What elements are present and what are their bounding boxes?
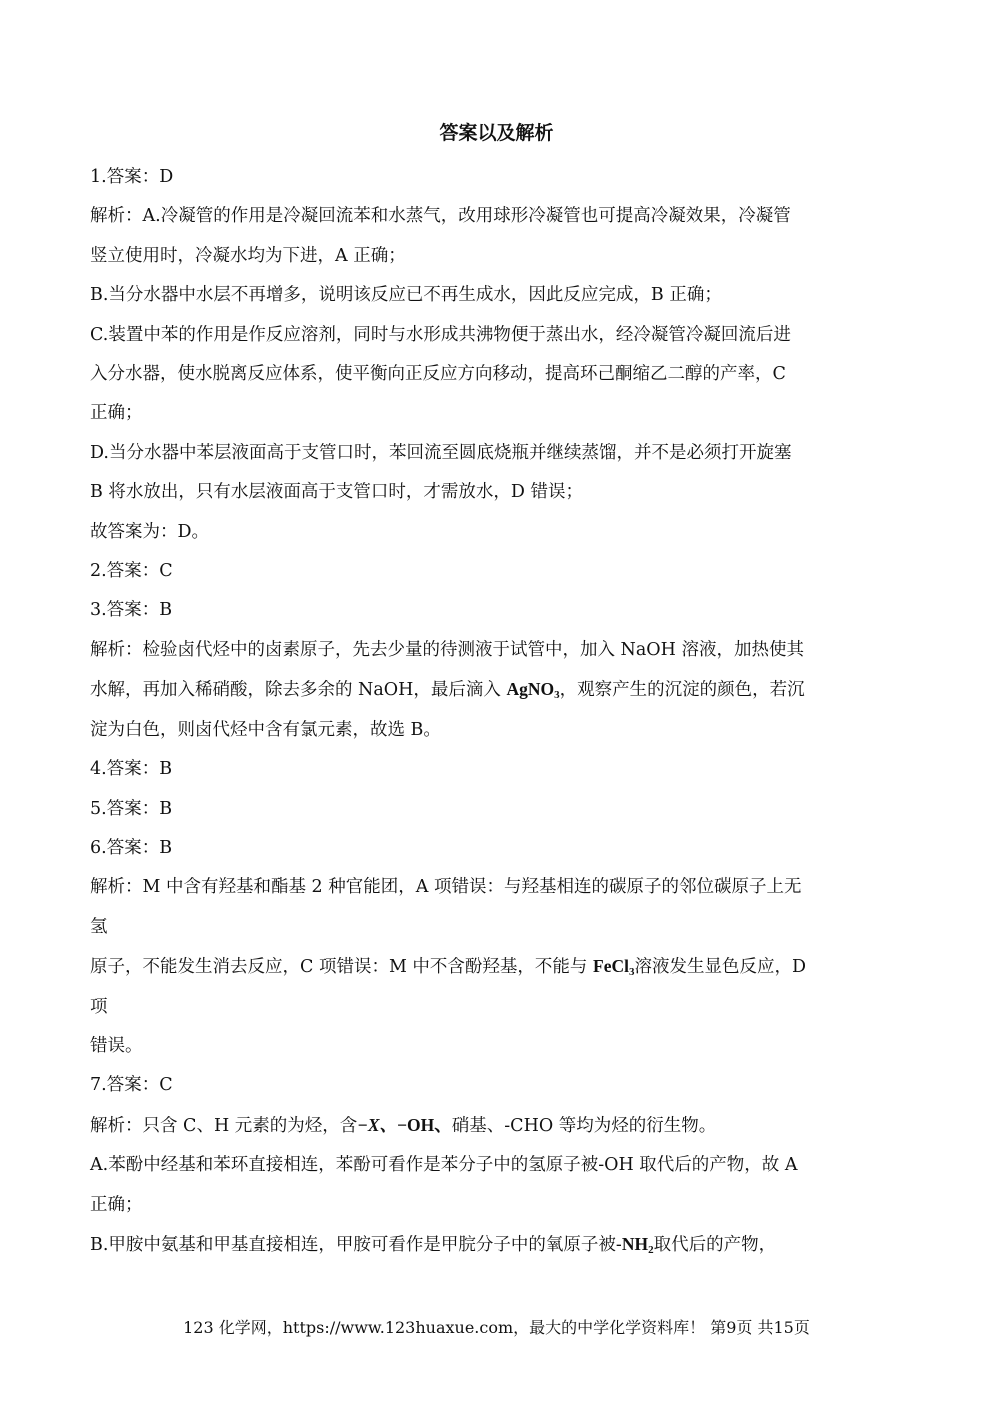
explanation-line: D.当分水器中苯层液面高于支管口时，苯回流至圆底烧瓶并继续蒸馏，并不是必须打开旋塞 — [90, 442, 792, 463]
explanation-line: 故答案为：D。 — [90, 521, 210, 542]
text-segment: 水解，再加入稀硝酸，除去多余的 NaOH，最后滴入 — [90, 680, 507, 701]
explanation-line — [90, 670, 905, 710]
formula-halogen: −X、 — [357, 1114, 398, 1135]
explanation-line: 竖立使用时，冷凝水均为下进，A 正确； — [90, 245, 406, 266]
explanation-line: 错误。 — [90, 1035, 143, 1056]
answer-line: 3.答案：B — [90, 600, 173, 621]
formula-hydroxyl: −OH、 — [397, 1114, 452, 1135]
explanation-line: B.当分水器中水层不再增多，说明该反应已不再生成水，因此反应完成，B 正确； — [90, 285, 722, 306]
explanation-line: 解析：M 中含有羟基和酯基 2 种官能团，A 项错误：与羟基相连的碳原子的邻位碳原子上无 — [90, 877, 802, 898]
explanation-line: 正确； — [90, 1194, 143, 1215]
answer-line: 1.答案：D — [90, 167, 174, 187]
answer-line: 7.答案：C — [90, 1075, 173, 1096]
page-title: 答案以及解析 — [439, 122, 554, 144]
text-segment: 解析：只含 C、H 元素的为烃，含 — [90, 1115, 358, 1136]
explanation-line — [90, 947, 905, 987]
page-footer: 123 化学网，https://www.123huaxue.com，最大的中学化学资料库！ 第9页 共15页 — [183, 1318, 810, 1337]
formula-agno3 — [506, 679, 560, 702]
formula-base: FeCl — [593, 956, 629, 977]
text-segment: 原子，不能发生消去反应，C 项错误：M 中不含酚羟基，不能与 — [90, 957, 593, 978]
text-segment: B.甲胺中氨基和甲基直接相连，甲胺可看作是甲脘分子中的氧原子被- — [90, 1234, 622, 1255]
explanation-line — [90, 1106, 905, 1146]
formula-base: NH — [621, 1233, 649, 1254]
formula-subscript: 3 — [554, 689, 560, 702]
explanation-line: 解析：A.冷凝管的作用是冷凝回流苯和水蒸气，改用球形冷凝管也可提高冷凝效果，冷凝管 — [90, 206, 791, 227]
explanation-line: 入分水器，使水脱离反应体系，使平衡向正反应方向移动，提高环己酮缩乙二醇的产率，C — [90, 364, 786, 385]
explanation-line: 解析：检验卤代烃中的卤素原子，先去少量的待测液于试管中，加入 NaOH 溶液，加热使其 — [90, 639, 804, 660]
formula-subscript: 3 — [628, 966, 635, 979]
formula-nh2 — [622, 1234, 654, 1254]
text-segment: 取代后的产物， — [653, 1234, 777, 1255]
answer-content — [90, 158, 905, 1265]
explanation-line: 项 — [90, 996, 108, 1017]
answer-line: 2.答案：C — [90, 561, 173, 582]
answer-line: 4.答案：B — [90, 759, 173, 780]
formula-base: AgNO — [506, 679, 555, 700]
explanation-line: 氢 — [90, 916, 108, 937]
explanation-line: 淀为白色，则卤代烃中含有氯元素，故选 B。 — [90, 719, 441, 740]
formula-fecl3 — [593, 956, 635, 979]
explanation-line: C.装置中苯的作用是作反应溶剂，同时与水形成共沸物便于蒸出水，经冷凝管冷凝回流后进 — [90, 324, 791, 345]
text-segment: 溶液发生显色反应，D — [634, 957, 806, 978]
formula-subscript: 2 — [648, 1243, 654, 1256]
explanation-line — [90, 1225, 905, 1265]
explanation-line: B 将水放出，只有水层液面高于支管口时，才需放水，D 错误； — [90, 482, 584, 503]
explanation-line: 正确； — [90, 403, 143, 424]
answer-line: 6.答案：B — [90, 837, 173, 858]
text-segment: 硝基、-CHO 等均为烃的衍生物。 — [451, 1115, 717, 1136]
text-segment: ，观察产生的沉淀的颜色，若沉 — [559, 680, 805, 701]
explanation-line: A.苯酚中经基和苯环直接相连，苯酚可看作是苯分子中的氢原子被-OH 取代后的产物，故 A — [90, 1155, 798, 1176]
answer-line: 5.答案：B — [90, 798, 173, 819]
